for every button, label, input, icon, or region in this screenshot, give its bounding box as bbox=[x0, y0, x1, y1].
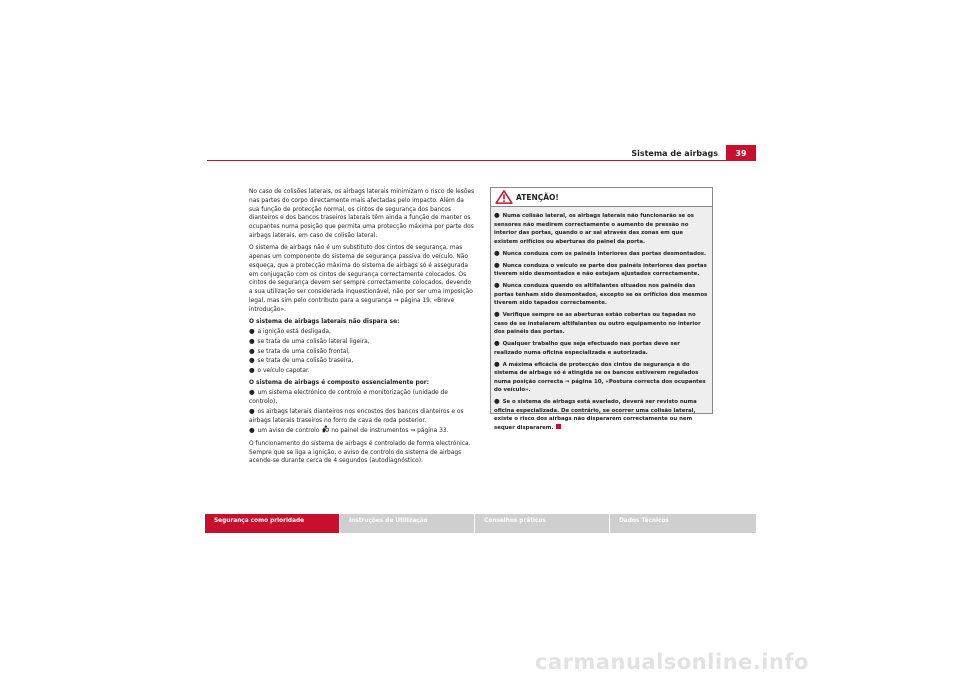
bullet-icon: ● bbox=[249, 356, 255, 365]
watermark: carmanualsonline.info bbox=[535, 650, 809, 674]
list-item: ● se trata de uma colisão lateral ligeira, bbox=[249, 336, 370, 345]
list-item: ● a ignição está desligada, bbox=[249, 326, 331, 335]
warning-item: ● Nunca conduza quando os altifalantes situados nos painéis das portas tenham sido desmontados, excepto se os orifícios dos mesmos tiverem sido tapados correctamente. bbox=[494, 281, 708, 306]
bullet-icon: ● bbox=[494, 339, 500, 347]
section-title: Sistema de airbags bbox=[631, 149, 718, 158]
warning-triangle-icon bbox=[495, 190, 513, 204]
list-components bbox=[249, 388, 475, 436]
bullet-icon: ● bbox=[249, 346, 255, 355]
warning-item: ● Se o sistema de airbags está avariado, deverá ser revisto numa oficina especializada. De contrário, se ocorrer uma colisão lateral, existe o risco dos airbags não dispararem correctamente ou nem sequer dispararem. bbox=[494, 397, 697, 431]
bullet-icon: ● bbox=[249, 336, 255, 345]
paragraph-self-diagnosis: O funcionamento do sistema de airbags é controlado de forma electrónica. Sempre que se liga a ignição, o aviso de controlo do sistema de airbags acende-se durante cerca de 4 segundos (autodiagnóstico). bbox=[249, 440, 471, 465]
subheading-components: O sistema de airbags é composto essencialmente por: bbox=[249, 380, 430, 387]
list-item: ● se trata de uma colisão traseira, bbox=[249, 356, 354, 365]
bullet-icon: ● bbox=[494, 397, 500, 405]
bullet-icon: ● bbox=[249, 406, 255, 415]
warning-item: ● Nunca conduza o veículo se parte dos painéis interiores das portas tiverem sido desmontados e não estejam ajustados correctamente. bbox=[494, 260, 707, 277]
bullet-icon: ● bbox=[494, 248, 500, 257]
list-not-deploy bbox=[249, 327, 475, 376]
warning-title: ATENÇÃO! bbox=[516, 192, 559, 202]
list-item: ● um aviso de controlo no painel de instrumentos ⇒ página 33. bbox=[249, 426, 449, 435]
warning-item: ● Verifique sempre se as aberturas estão cobertas ou tapadas no caso de se instalarem altifalantes ou outro equipamento no interior dos painéis das portas. bbox=[494, 310, 701, 335]
bullet-icon: ● bbox=[494, 211, 500, 219]
bullet-icon: ● bbox=[249, 426, 255, 435]
footer-tab-safety[interactable]: Segurança como prioridade bbox=[205, 514, 339, 533]
bullet-icon: ● bbox=[494, 260, 500, 269]
bullet-icon: ● bbox=[249, 388, 255, 397]
bullet-icon: ● bbox=[249, 326, 255, 335]
bullet-icon: ● bbox=[494, 310, 500, 318]
page-number: 39 bbox=[726, 145, 756, 161]
list-item: ● os airbags laterais dianteiros nos encostos dos bancos dianteiros e os airbags laterais traseiros no forro de cava de roda posterior. bbox=[249, 406, 464, 424]
footer-tab-technical-data[interactable]: Dados Técnicos bbox=[610, 514, 756, 533]
list-item: ● se trata de uma colisão frontal, bbox=[249, 346, 350, 355]
header-rule bbox=[207, 160, 756, 161]
subheading-not-deploy: O sistema de airbags laterais não dispara se: bbox=[249, 319, 400, 326]
warning-box bbox=[490, 187, 713, 431]
bullet-icon: ● bbox=[494, 359, 500, 368]
list-item: ● o veículo capotar. bbox=[249, 366, 310, 375]
bullet-icon: ● bbox=[249, 366, 255, 375]
warning-list bbox=[491, 207, 712, 432]
footer-tab-instructions[interactable]: Instruções de Utilização bbox=[340, 514, 474, 533]
airbag-warning-lamp-icon bbox=[321, 425, 329, 433]
warning-item: ● Qualquer trabalho que seja efectuado nas portas deve ser realizado numa oficina especializada e autorizada. bbox=[494, 339, 680, 356]
warning-item: ● A máxima eficácia de protecção dos cintos de segurança e do sistema de airbags só é atingida se os bancos estiverem regulados numa posição correcta ⇒ página 10, «Postura correcta dos ocupantes do veículo». bbox=[494, 359, 706, 393]
end-marker-icon bbox=[556, 424, 561, 429]
paragraph-side-collisions: No caso de colisões laterais, os airbags laterais minimizam o risco de lesões nas partes do corpo directamente mais afectadas pelo impacto. Além da sua função de protecção normal, os cintos de segurança dos bancos dianteiros e dos bancos traseiros laterais têm ainda a função de manter os ocupantes numa posição que permita uma protecção máxima por parte dos airbags laterais, em caso de colisão lateral. bbox=[249, 189, 475, 239]
paragraph-seatbelts: O sistema de airbags não é um substituto dos cintos de segurança, mas apenas um componente do sistema de segurança passiva do veículo. Não esqueça, que a protecção máxima do sistema de airbags só é assegurada em conjugação com os cintos de segurança correctamente colocados. Os cintos de segurança devem ser sempre correctamente colocados, devendo a sua utilização ser considerada inquestionável, não por ser uma imposição legal, mas sim pelo contributo para a segurança ⇒ página 19, «Breve introdução». bbox=[249, 245, 473, 313]
list-item: ● um sistema electrónico de controlo e monitorização (unidade de controlo), bbox=[249, 388, 448, 406]
bullet-icon: ● bbox=[494, 281, 500, 289]
warning-header bbox=[491, 188, 712, 207]
warning-item: ● Nunca conduza com os painéis interiores das portas desmontados. bbox=[494, 248, 707, 257]
warning-item: ● Numa colisão lateral, os airbags laterais não funcionarão se os sensores não medirem correctamente o aumento de pressão no interior das portas, quando o ar sai através das zonas em que existem orifícios ou aberturas do painel da porta. bbox=[494, 211, 694, 245]
footer-tab-practical-tips[interactable]: Conselhos práticos bbox=[475, 514, 609, 533]
body-text-column bbox=[249, 188, 475, 470]
